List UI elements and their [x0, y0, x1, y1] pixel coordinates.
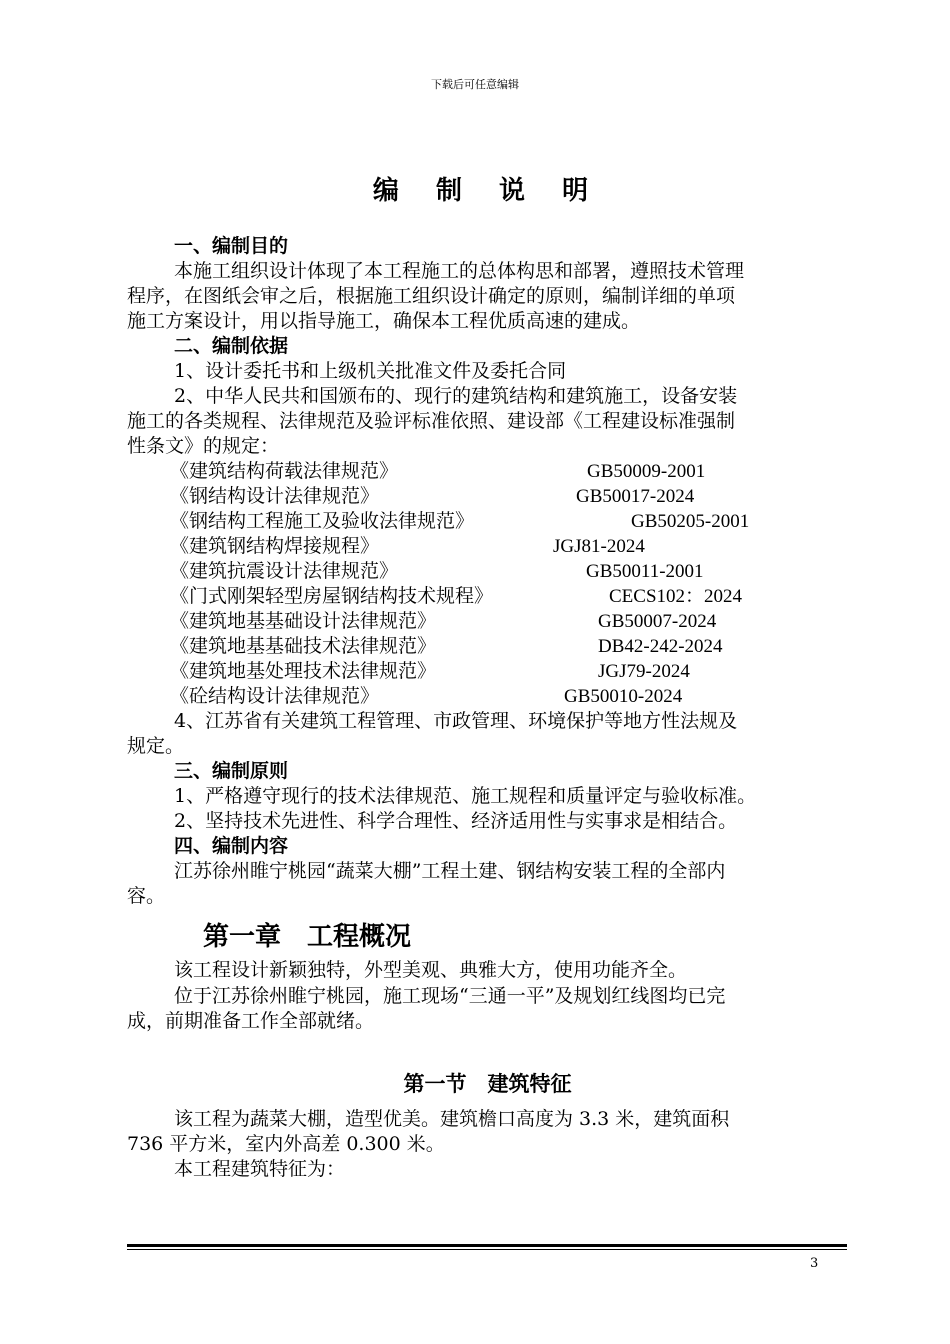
standard-code: GB50010-2024 — [564, 686, 683, 707]
paragraph-line: 施工方案设计，用以指导施工，确保本工程优质高速的建成。 — [127, 310, 641, 332]
heading-principles: 三、编制原则 — [174, 760, 289, 782]
paragraph-line: 4、江苏省有关建筑工程管理、市政管理、环境保护等地方性法规及 — [174, 710, 738, 732]
standard-name: 《钢结构工程施工及验收法律规范》 — [170, 510, 475, 532]
chapter-title: 第一章 工程概况 — [203, 922, 412, 952]
page-number: 3 — [810, 1256, 819, 1271]
standard-name: 《建筑地基处理技术法律规范》 — [170, 660, 437, 682]
paragraph-line: 该工程为蔬菜大棚，造型优美。建筑檐口高度为 3.3 米，建筑面积 — [174, 1108, 730, 1130]
standard-code: GB50009-2001 — [587, 461, 706, 482]
standard-name: 《砼结构设计法律规范》 — [170, 685, 380, 707]
footer-rule — [127, 1244, 847, 1247]
standard-code: GB50017-2024 — [576, 486, 695, 507]
paragraph-line: 性条文》的规定： — [127, 435, 280, 457]
heading-basis: 二、编制依据 — [174, 335, 289, 357]
standard-name: 《建筑钢结构焊接规程》 — [170, 535, 380, 557]
standard-code: CECS102：2024 — [609, 586, 743, 607]
footer-rule-thin — [127, 1249, 847, 1250]
paragraph-line: 成，前期准备工作全部就绪。 — [127, 1010, 375, 1032]
document-title: 编 制 说 明 — [372, 176, 603, 206]
heading-purpose: 一、编制目的 — [174, 235, 289, 257]
standard-code: DB42-242-2024 — [598, 636, 723, 657]
paragraph-line: 容。 — [127, 885, 166, 907]
standard-name: 《门式刚架轻型房屋钢结构技术规程》 — [170, 585, 494, 607]
standard-code: GB50205-2001 — [631, 511, 750, 532]
heading-content: 四、编制内容 — [174, 835, 289, 857]
paragraph-line: 2、坚持技术先进性、科学合理性、经济适用性与实事求是相结合。 — [174, 810, 738, 832]
standard-code: JGJ79-2024 — [598, 661, 690, 682]
paragraph-line: 2、中华人民共和国颁布的、现行的建筑结构和建筑施工，设备安装 — [174, 385, 738, 407]
standard-name: 《建筑结构荷载法律规范》 — [170, 460, 399, 482]
standard-code: JGJ81-2024 — [553, 536, 645, 557]
paragraph-line: 规定。 — [127, 735, 185, 757]
paragraph-line: 江苏徐州睢宁桃园“蔬菜大棚”工程土建、钢结构安装工程的全部内 — [174, 860, 726, 882]
standard-code: GB50007-2024 — [598, 611, 717, 632]
standard-name: 《建筑地基基础设计法律规范》 — [170, 610, 437, 632]
paragraph-line: 本施工组织设计体现了本工程施工的总体构思和部署，遵照技术管理 — [174, 260, 745, 282]
header-note: 下载后可任意编辑 — [431, 78, 519, 91]
paragraph-line: 位于江苏徐州睢宁桃园，施工现场“三通一平”及规划红线图均已完 — [174, 985, 726, 1007]
standard-name: 《钢结构设计法律规范》 — [170, 485, 380, 507]
standard-code: GB50011-2001 — [586, 561, 704, 582]
paragraph-line: 本工程建筑特征为： — [174, 1158, 346, 1180]
paragraph-line: 该工程设计新颖独特，外型美观、典雅大方，使用功能齐全。 — [174, 959, 688, 981]
section-title: 第一节 建筑特征 — [403, 1072, 572, 1096]
paragraph-line: 程序，在图纸会审之后，根据施工组织设计确定的原则，编制详细的单项 — [127, 285, 736, 307]
paragraph-line: 1、设计委托书和上级机关批准文件及委托合同 — [174, 360, 567, 382]
standard-name: 《建筑抗震设计法律规范》 — [170, 560, 399, 582]
standard-name: 《建筑地基基础技术法律规范》 — [170, 635, 437, 657]
paragraph-line: 736 平方米，室内外高差 0.300 米。 — [127, 1133, 445, 1155]
paragraph-line: 施工的各类规程、法律规范及验评标准依照、建设部《工程建设标准强制 — [127, 410, 736, 432]
paragraph-line: 1、严格遵守现行的技术法律规范、施工规程和质量评定与验收标准。 — [174, 785, 757, 807]
